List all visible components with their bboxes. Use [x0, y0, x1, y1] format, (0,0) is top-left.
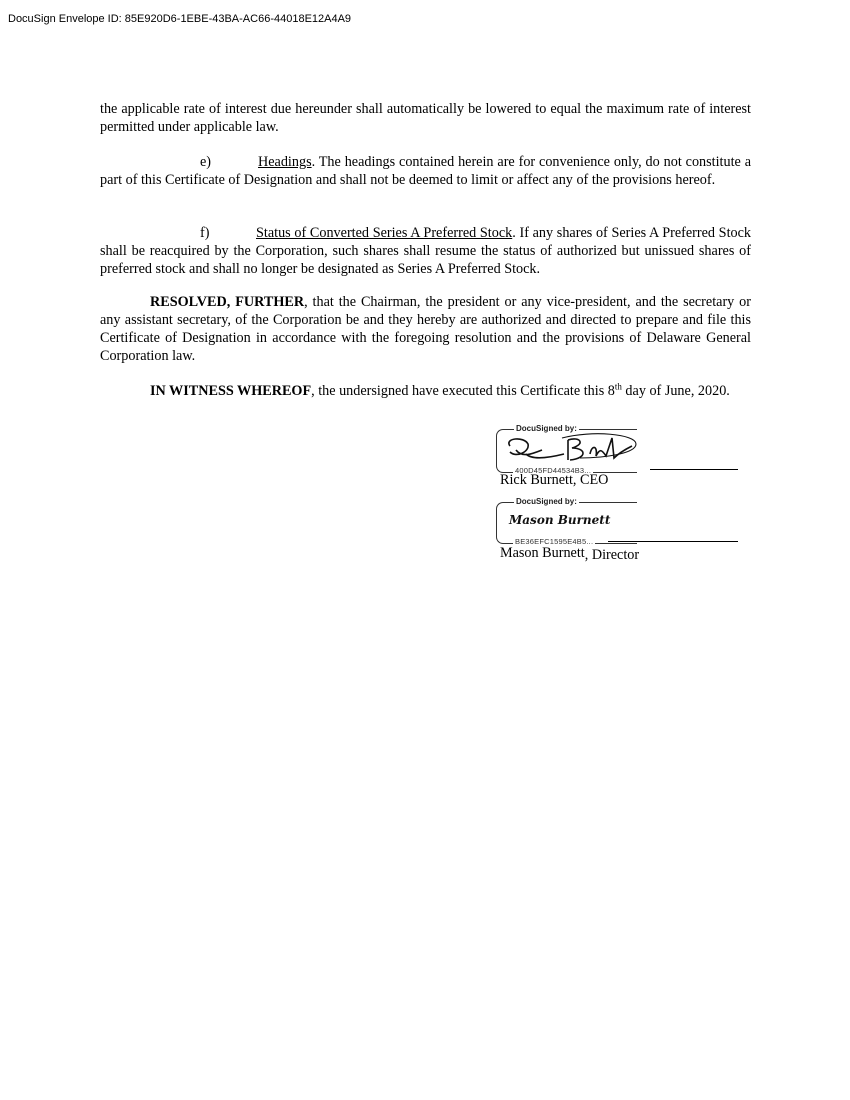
- signer-name-ceo: Rick Burnett, CEO: [500, 472, 609, 488]
- heading-status-series-a: Status of Converted Series A Preferred Stock: [256, 225, 513, 241]
- signature-image-rick-burnett: [502, 432, 642, 466]
- paragraph-resolved-further: [100, 293, 751, 365]
- in-witness-sup: th: [614, 381, 622, 392]
- in-witness-lead: IN WITNESS WHEREOF: [150, 383, 312, 399]
- signature-script-mason-burnett: Mason Burnett: [509, 513, 611, 527]
- heading-headings: Headings: [258, 154, 312, 170]
- item-index-f: f): [200, 225, 210, 241]
- status-series-a-text: . If any shares of Series A Preferred Stock shall be reacquired by the Corporation, such shares shall resume the status of authorized but unissued shares of preferred stock and shall no longer be designated as Series A Preferred Stock.: [100, 225, 752, 277]
- paragraph-headings: [100, 153, 751, 189]
- docusigned-by-label: DocuSigned by:: [516, 497, 577, 506]
- envelope-code: 400D45FD44534B3...: [515, 466, 592, 475]
- docusigned-by-label: DocuSigned by:: [516, 424, 577, 433]
- resolved-further-lead: RESOLVED, FURTHER: [150, 294, 305, 310]
- in-witness-text-after: day of June, 2020.: [621, 383, 730, 399]
- envelope-id: DocuSign Envelope ID: 85E920D6-1EBE-43BA-AC66-44018E12A4A9: [8, 13, 352, 25]
- envelope-code: BE36EFC1595E4B5...: [515, 537, 594, 546]
- in-witness-text: , the undersigned have executed this Certificate this 8: [311, 383, 615, 399]
- paragraph-status-series-a: [100, 224, 751, 278]
- item-index-e: e): [200, 154, 212, 170]
- signer-name-director: Mason Burnett, Director: [500, 545, 640, 563]
- signature-line: [650, 469, 738, 470]
- paragraph-interest-rate: the applicable rate of interest due hereunder shall automatically be lowered to equal the maximum rate of interest permitted under applicable law.: [100, 101, 751, 135]
- paragraph-in-witness: [100, 382, 751, 400]
- headings-text: . The headings contained herein are for convenience only, do not constitute a part of this Certificate of Designation and shall not be deemed to limit or affect any of the provisions hereof.: [100, 154, 751, 188]
- signature-line: [608, 541, 738, 542]
- resolved-further-text: , that the Chairman, the president or any vice-president, and the secretary or any assistant secretary, of the Corporation be and they hereby are authorized and directed to prepare and file this Certificate of Designation in accordance with the foregoing resolution and the provisions of Delaware General Corporation law.: [100, 294, 751, 364]
